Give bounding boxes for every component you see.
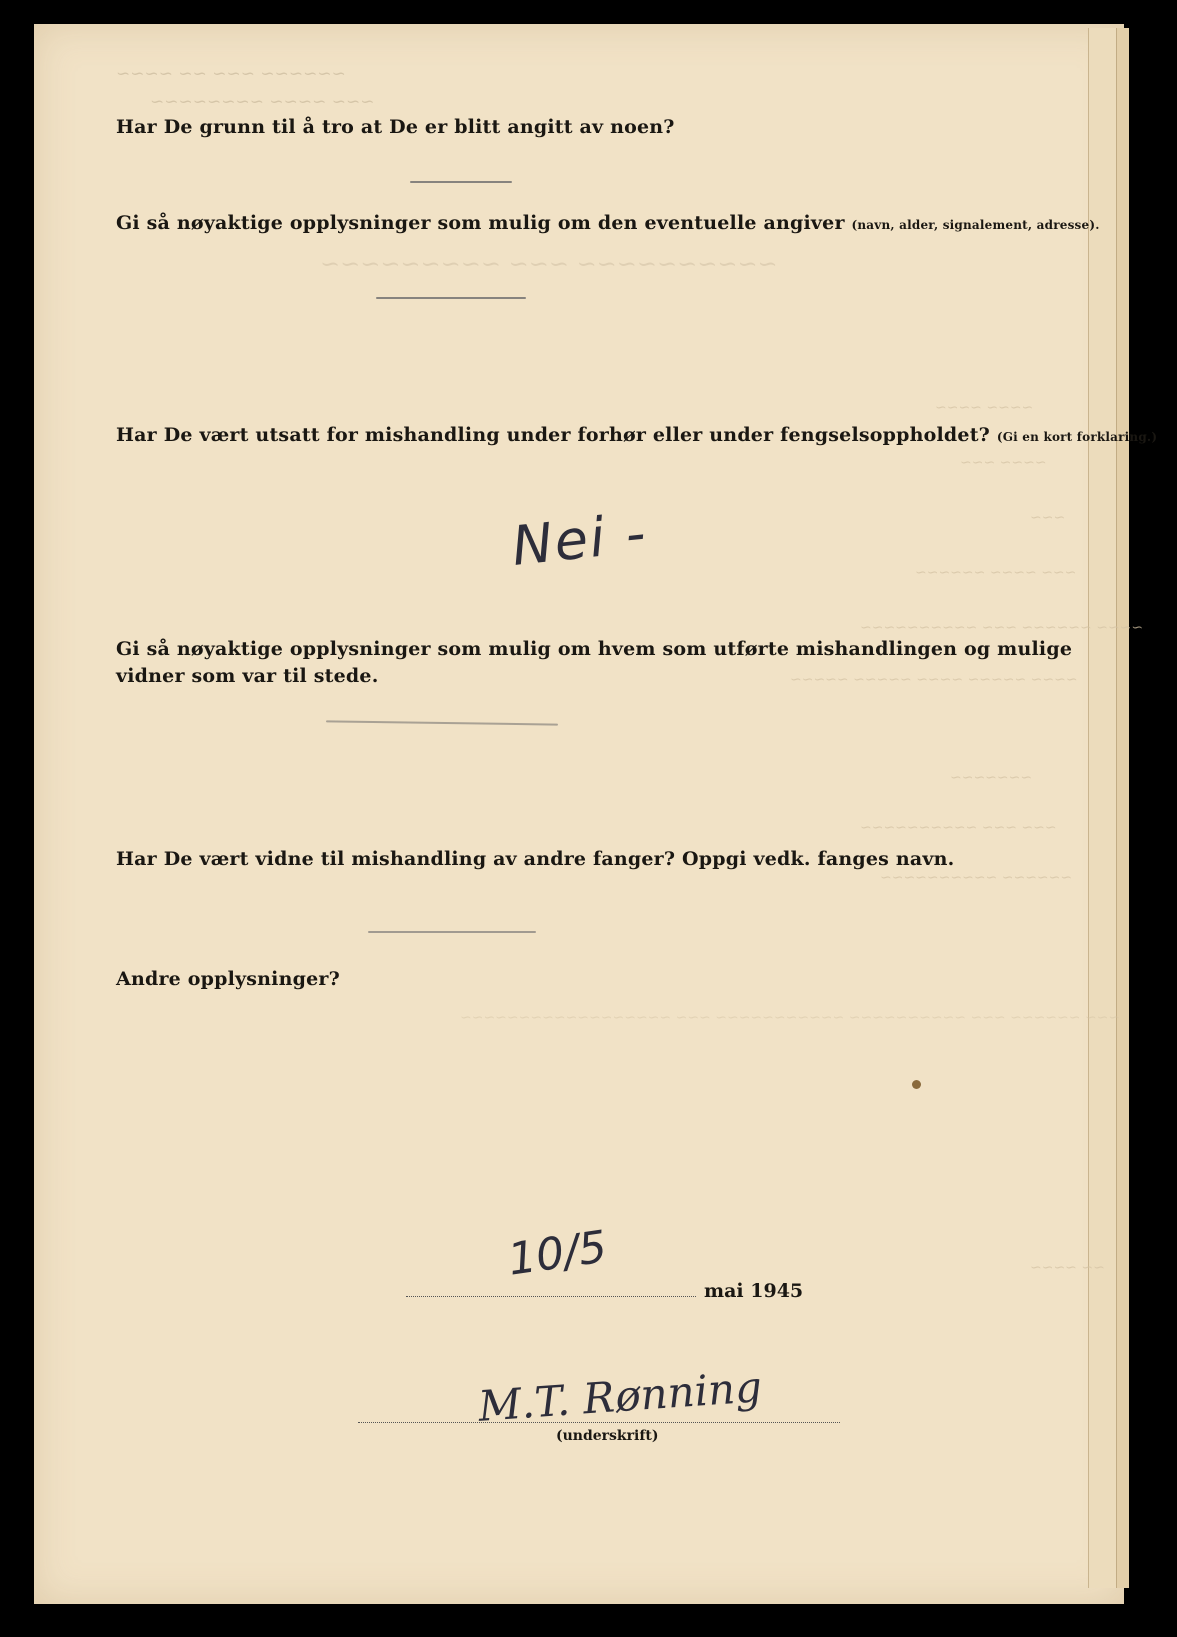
date-line — [406, 1296, 696, 1297]
bleed-through-text: ~~~~ ~~~~ — [935, 400, 1034, 416]
question-witness: Har De vært vidne til mishandling av andre fanger? Oppgi vedk. fanges navn. — [116, 848, 955, 870]
bleed-through-text: ~~ ~~~~ — [1030, 1260, 1105, 1276]
bleed-through-text: ~~~~~~ ~~~ ~~ ~~~~ — [116, 64, 346, 84]
date-month-year: mai 1945 — [704, 1280, 804, 1302]
answer-dash — [368, 931, 536, 933]
question-note: (navn, alder, signalement, adresse). — [851, 218, 1100, 232]
bleed-through-text: ~~~ ~~~~ ~~~~~~~~ — [150, 92, 375, 112]
question-perpetrators: Gi så nøyaktige opplysninger som mulig om hvem som utførte mishandlingen og mulige vidner som var til stede. — [116, 638, 1073, 687]
bleed-through-text: ~~~~ ~~~ — [960, 455, 1047, 471]
question-mistreatment — [116, 424, 1157, 446]
bleed-through-text: ~~~~~~ ~~~~~~~~~~ — [880, 870, 1073, 886]
question-other-info: Andre opplysninger? — [116, 968, 340, 990]
bleed-through-text: ~~~~ ~~~~~~ ~~~ ~~~~~~~~~~ — [860, 620, 1144, 636]
handwritten-date: 10/5 — [504, 1221, 610, 1286]
answer-dash — [410, 181, 512, 183]
bleed-through-text: ~~~~~~~ — [950, 770, 1033, 786]
question-note: (Gi en kort forklaring.) — [996, 430, 1158, 444]
question-denounced: Har De grunn til å tro at De er blitt angitt av noen? — [116, 116, 675, 138]
bleed-through-text: ~~~ ~~~~ ~~~~~~ — [915, 565, 1077, 581]
page-edge — [1116, 28, 1129, 1588]
bleed-through-text: ~~~ — [1030, 510, 1066, 526]
bleed-through-text: ~~~ ~~~~~~ ~~~ ~~~~~~~~~~ ~~~~~~~~~~~ ~~~ ~~~~~~~~~~~~~~~~~~ — [460, 1010, 1121, 1026]
question-text: Har De vært utsatt for mishandling under forhør eller under fengselsoppholdet? — [116, 424, 991, 446]
stain — [912, 1080, 921, 1089]
bleed-through-text: ~~~~ ~~~~~ ~~~~ ~~~~~ ~~~~~ — [790, 672, 1078, 688]
signature-label: (underskrift) — [556, 1428, 659, 1444]
page-tear — [1130, 905, 1156, 965]
page-edge — [1088, 28, 1117, 1588]
answer-dash — [376, 297, 526, 299]
signature-line — [358, 1422, 840, 1423]
question-informer-details — [116, 212, 1100, 234]
bleed-through-text: ~~~~~~~~~~ ~~~ ~~~~~~~~~ — [320, 250, 778, 278]
bleed-through-text: ~~~ ~~~ ~~~~~~~~~~ — [860, 820, 1057, 836]
handwritten-answer: Nei - — [509, 501, 651, 578]
handwritten-signature: M.T. Rønning — [476, 1362, 764, 1431]
question-text: Gi så nøyaktige opplysninger som mulig om den eventuelle angiver — [116, 212, 845, 234]
